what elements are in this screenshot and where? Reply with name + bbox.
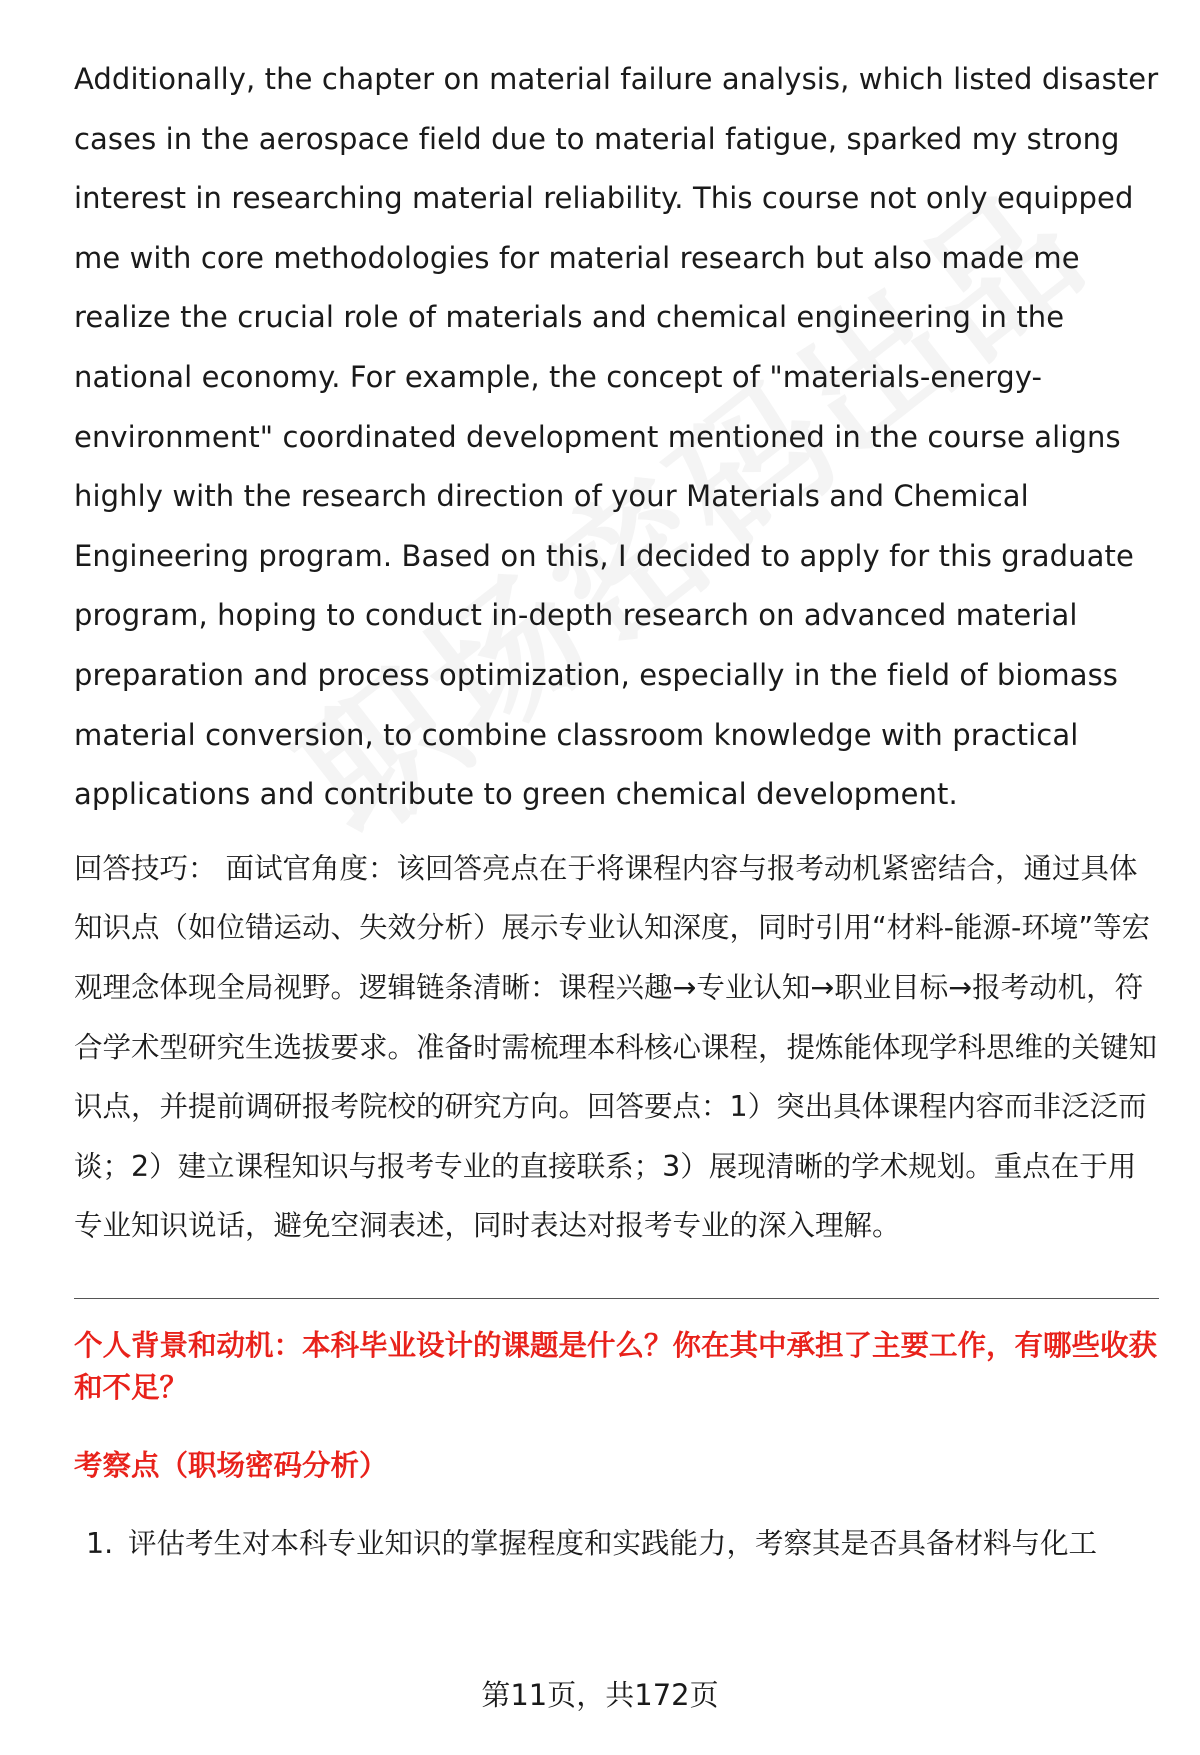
answer-paragraph: Additionally, the chapter on material failure analysis, which listed disaster cases in the aerospace field due to material fatigue, sparked my strong interest in researching material reliability. This course not only equipped me with core methodologies for material research but also made me realize the crucial role of materials and chemical engineering in the national economy. For example, the concept of "materials-energy-environment" coordinated development mentioned in the course aligns highly with the research direction of your Materials and Chemical Engineering program. Based on this, I decided to apply for this graduate program, hoping to conduct in-depth research on advanced material preparation and process optimization, especially in the field of biomass material conversion, to combine classroom knowledge with practical applications and contribute to green chemical development. (74, 62, 1159, 812)
section-divider (74, 1298, 1159, 1299)
list-item-text: 评估考生对本科专业知识的掌握程度和实践能力，考察其是否具备材料与化工 (128, 1526, 1098, 1560)
focus-list (74, 1523, 1159, 1565)
list-item (74, 1523, 1159, 1565)
page-content (74, 50, 1159, 1565)
page-number-footer: 第11页，共172页 (481, 1678, 719, 1712)
focus-heading: 考察点（职场密码分析） (74, 1448, 388, 1482)
question-heading: 个人背景和动机：本科毕业设计的课题是什么？你在其中承担了主要工作，有哪些收获和不足？ (74, 1328, 1158, 1404)
list-item-number: 1. (86, 1526, 114, 1560)
answer-tips-paragraph: 回答技巧： 面试官角度：该回答亮点在于将课程内容与报考动机紧密结合，通过具体知识点（如位错运动、失效分析）展示专业认知深度，同时引用“材料-能源-环境”等宏观理念体现全局视野。逻辑链条清晰：课程兴趣→专业认知→职业目标→报考动机，符合学术型研究生选拔要求。准备时需梳理本科核心课程，提炼能体现学科思维的关键知识点，并提前调研报考院校的研究方向。回答要点：1）突出具体课程内容而非泛泛而谈；2）建立课程知识与报考专业的直接联系；3）展现清晰的学术规划。重点在于用专业知识说话，避免空洞表述，同时表达对报考专业的深入理解。 (74, 851, 1158, 1243)
